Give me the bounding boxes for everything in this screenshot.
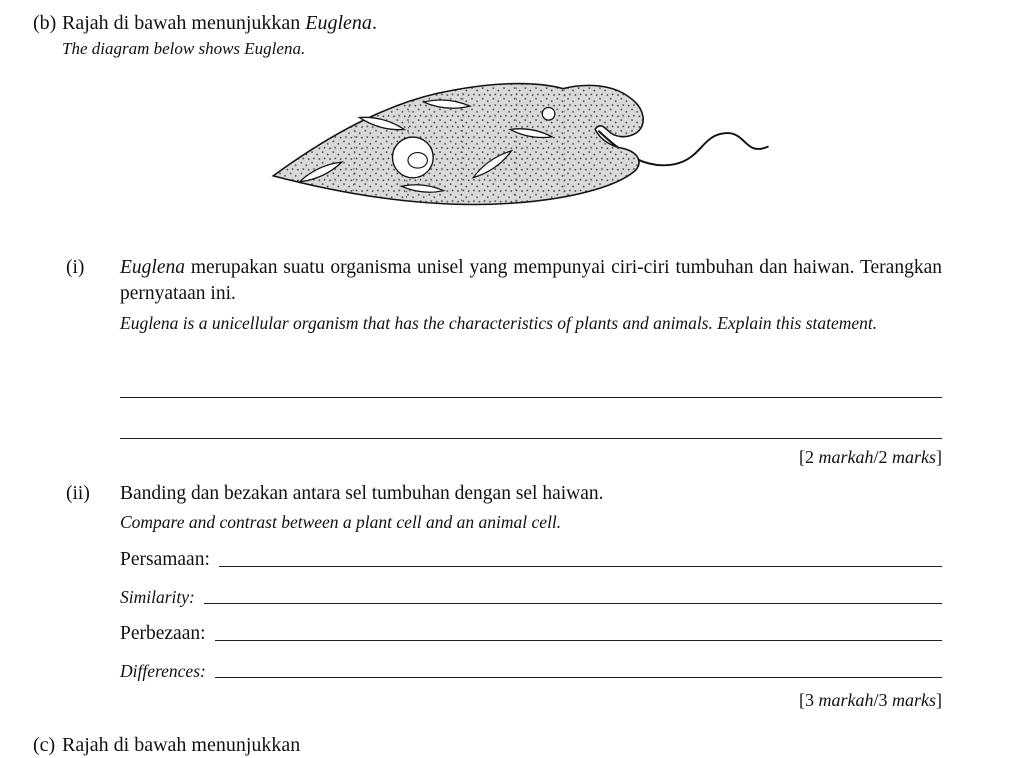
euglena-diagram — [267, 75, 772, 235]
contractile-vacuole — [542, 107, 555, 120]
question-b-ii-malay: Banding dan bezakan antara sel tumbuhan dengan sel haiwan. — [120, 482, 604, 504]
answer-field-persamaan — [120, 543, 942, 571]
marks-mid: /2 — [873, 447, 892, 468]
marks-marks: marks — [892, 447, 936, 468]
answer-field-perbezaan — [120, 617, 942, 645]
question-b-malay — [62, 10, 942, 36]
marks-close: ] — [936, 690, 942, 711]
marks-open: [3 — [798, 690, 819, 711]
question-b-i — [66, 255, 942, 469]
marks-marks: marks — [892, 690, 936, 711]
marks-b-i — [120, 447, 942, 469]
question-b-ii — [66, 481, 942, 712]
question-c-malay: Rajah di bawah menunjukkan — [62, 733, 301, 756]
answer-field-similarity — [120, 580, 942, 608]
question-b-label: (b) — [33, 12, 57, 34]
question-b-english: The diagram below shows Euglena. — [62, 39, 306, 58]
answer-line — [120, 402, 942, 439]
answer-line — [204, 603, 942, 604]
organism-name: Euglena — [120, 256, 185, 278]
marks-close: ] — [936, 447, 942, 468]
question-b-i-malay — [120, 255, 942, 308]
question-c-label: (c) — [33, 733, 56, 756]
marks-markah: markah — [818, 690, 874, 711]
question-b-malay-prefix: Rajah di bawah menunjukkan — [62, 12, 306, 34]
question-b-malay-suffix: . — [371, 12, 377, 34]
answer-line — [215, 677, 942, 678]
answer-line — [215, 640, 942, 641]
question-b — [33, 10, 942, 712]
answer-field-differences — [120, 654, 942, 682]
marks-b-ii — [120, 690, 942, 712]
nucleus — [392, 137, 433, 178]
question-b-i-english: Euglena is a unicellular organism that has the characteristics of plants and animals. Explain this statement. — [120, 312, 878, 333]
question-b-ii-label: (ii) — [66, 482, 90, 504]
marks-markah: markah — [818, 447, 874, 468]
answer-line — [120, 361, 942, 398]
question-c — [33, 732, 942, 758]
field-label-perbezaan: Perbezaan: — [120, 622, 206, 644]
question-b-ii-english: Compare and contrast between a plant cell and an animal cell. — [120, 512, 562, 533]
marks-open: [2 — [798, 447, 819, 468]
euglena-diagram-container — [267, 75, 772, 235]
question-b-i-label: (i) — [66, 256, 85, 278]
answer-line — [219, 566, 942, 567]
field-label-differences: Differences: — [120, 661, 206, 682]
field-label-persamaan: Persamaan: — [120, 548, 210, 570]
field-label-similarity: Similarity: — [120, 587, 195, 608]
marks-mid: /3 — [873, 690, 892, 711]
organism-name: Euglena — [305, 12, 372, 34]
question-b-i-malay-rest: merupakan suatu organisma unisel yang mempunyai ciri-ciri tumbuhan dan haiwan. Terangkan pernyataan ini. — [120, 256, 942, 305]
